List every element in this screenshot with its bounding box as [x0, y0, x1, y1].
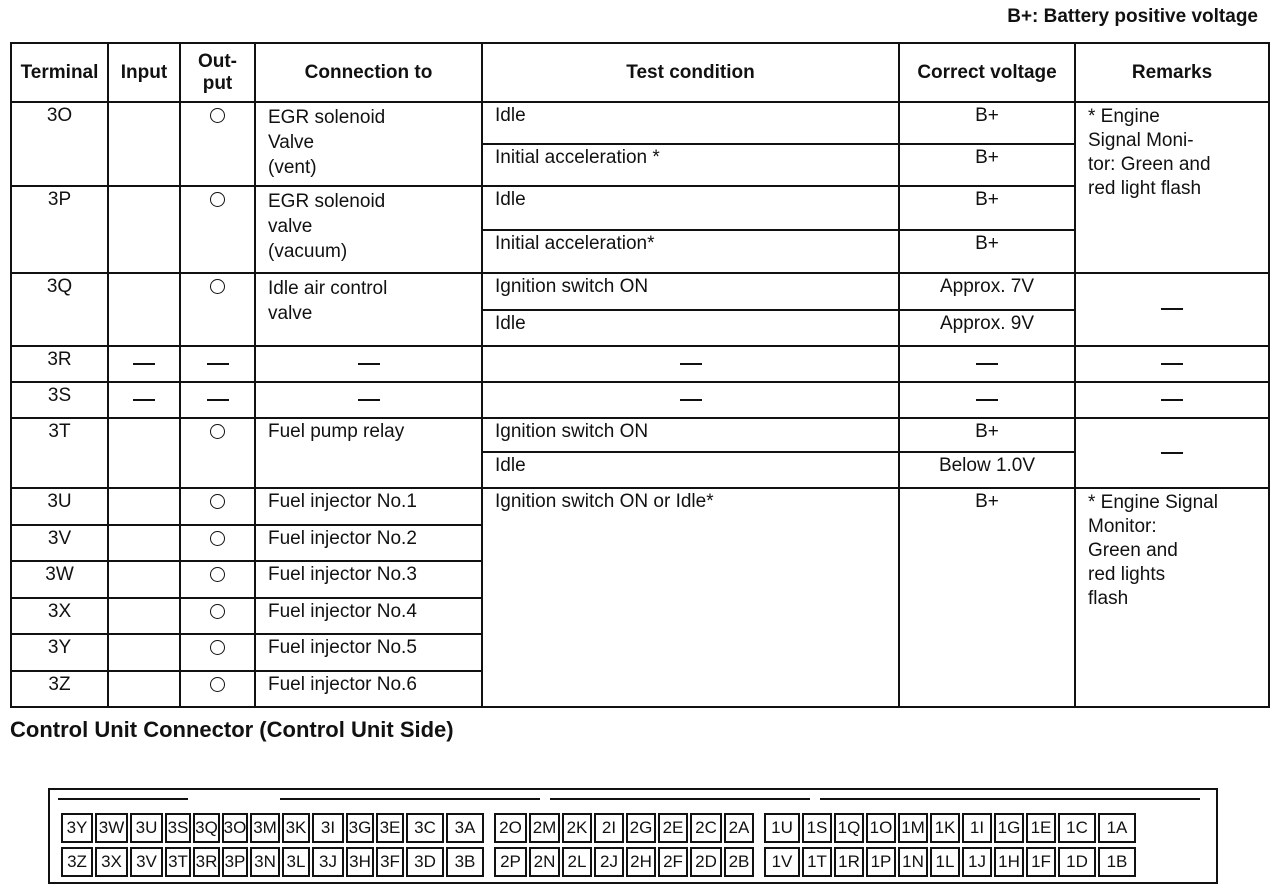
input-cell	[108, 382, 180, 418]
legend-note: B+: Battery positive voltage	[1007, 6, 1258, 27]
dash-mark	[358, 399, 380, 401]
condition-cell: Ignition switch ON	[482, 418, 899, 452]
terminal-table	[10, 42, 1270, 708]
header-output: Out- put	[180, 43, 255, 102]
dash-mark	[133, 399, 155, 401]
output-cell	[180, 418, 255, 488]
terminal-cell: 3W	[11, 561, 108, 598]
output-cell	[180, 102, 255, 186]
dash-mark	[680, 399, 702, 401]
voltage-cell: B+	[899, 144, 1075, 186]
connector-pin: 1K	[930, 813, 960, 843]
condition-cell: Idle	[482, 310, 899, 346]
connector-pin: 1S	[802, 813, 832, 843]
dash-mark	[133, 363, 155, 365]
connector-pin: 2I	[594, 813, 624, 843]
connector-pin-grid	[60, 812, 1137, 880]
table-row	[11, 102, 1269, 144]
connector-pin: 1B	[1098, 847, 1136, 877]
connection-cell	[255, 346, 482, 382]
connector-pin: 3O	[222, 813, 248, 843]
connector-pin: 3Z	[61, 847, 93, 877]
terminal-cell: 3Q	[11, 273, 108, 346]
connector-pin: 3W	[95, 813, 128, 843]
connector-pin: 1P	[866, 847, 896, 877]
input-cell	[108, 488, 180, 525]
voltage-cell: B+	[899, 230, 1075, 273]
table-row	[11, 418, 1269, 452]
condition-cell: Idle	[482, 102, 899, 144]
output-cell	[180, 186, 255, 273]
input-cell	[108, 102, 180, 186]
dash-mark	[207, 399, 229, 401]
remarks-cell	[1075, 418, 1269, 488]
dash-mark	[1161, 399, 1183, 401]
output-cell	[180, 488, 255, 525]
connector-pin: 3M	[250, 813, 280, 843]
output-circle-icon	[210, 677, 225, 692]
condition-cell	[482, 382, 899, 418]
connector-pin: 3I	[312, 813, 344, 843]
connector-pin-row	[60, 812, 1137, 846]
dash-mark	[1161, 452, 1183, 454]
connector-pin: 3R	[193, 847, 220, 877]
connector-pin: 2N	[529, 847, 560, 877]
connection-cell: Fuel injector No.4	[255, 598, 482, 634]
output-circle-icon	[210, 567, 225, 582]
terminal-cell: 3T	[11, 418, 108, 488]
header-terminal: Terminal	[11, 43, 108, 102]
table-header-row	[11, 43, 1269, 102]
connector-pin: 3U	[130, 813, 163, 843]
condition-cell: Idle	[482, 452, 899, 488]
dash-mark	[680, 363, 702, 365]
connector-pin: 1R	[834, 847, 864, 877]
output-cell	[180, 634, 255, 671]
connector-pin: 2P	[494, 847, 527, 877]
input-cell	[108, 561, 180, 598]
connector-pin: 2K	[562, 813, 592, 843]
voltage-cell: B+	[899, 186, 1075, 230]
connector-pin: 3C	[406, 813, 444, 843]
dash-mark	[976, 399, 998, 401]
connector-pin: 2D	[690, 847, 722, 877]
output-circle-icon	[210, 640, 225, 655]
connector-pin: 3N	[250, 847, 280, 877]
connector-pin: 3X	[95, 847, 128, 877]
dash-mark	[1161, 308, 1183, 310]
connector-pin: 3H	[346, 847, 374, 877]
voltage-cell	[899, 346, 1075, 382]
connector-pin: 3V	[130, 847, 163, 877]
condition-cell: Ignition switch ON or Idle*	[482, 488, 899, 707]
terminal-cell: 3O	[11, 102, 108, 186]
terminal-cell: 3V	[11, 525, 108, 561]
output-cell	[180, 598, 255, 634]
voltage-cell	[899, 382, 1075, 418]
output-cell	[180, 525, 255, 561]
input-cell	[108, 525, 180, 561]
terminal-cell: 3X	[11, 598, 108, 634]
output-cell	[180, 671, 255, 707]
connector-pin: 3G	[346, 813, 374, 843]
connector-pin: 3P	[222, 847, 248, 877]
connection-cell: Fuel injector No.6	[255, 671, 482, 707]
connector-pin: 1E	[1026, 813, 1056, 843]
input-cell	[108, 418, 180, 488]
dash-mark	[207, 363, 229, 365]
header-test-condition: Test condition	[482, 43, 899, 102]
connector-pin: 1C	[1058, 813, 1096, 843]
connector-pin: 3D	[406, 847, 444, 877]
connector-pin: 3B	[446, 847, 484, 877]
connector-heading: Control Unit Connector (Control Unit Side)	[10, 717, 454, 742]
connector-pin: 1L	[930, 847, 960, 877]
terminal-cell: 3U	[11, 488, 108, 525]
connector-pin: 3Y	[61, 813, 93, 843]
connector-diagram	[48, 788, 1218, 884]
connection-cell: EGR solenoid valve (vacuum)	[255, 186, 482, 273]
table-row	[11, 488, 1269, 525]
header-connection: Connection to	[255, 43, 482, 102]
connector-pin: 2H	[626, 847, 656, 877]
connector-pin: 1O	[866, 813, 896, 843]
header-correct-voltage: Correct voltage	[899, 43, 1075, 102]
connection-cell	[255, 382, 482, 418]
output-cell	[180, 382, 255, 418]
connector-pin: 1I	[962, 813, 992, 843]
connector-pin: 1G	[994, 813, 1024, 843]
input-cell	[108, 346, 180, 382]
connector-pin: 1N	[898, 847, 928, 877]
input-cell	[108, 671, 180, 707]
output-circle-icon	[210, 531, 225, 546]
connector-pin: 2M	[529, 813, 560, 843]
connector-pin: 2C	[690, 813, 722, 843]
connector-pin: 3A	[446, 813, 484, 843]
remarks-cell	[1075, 273, 1269, 346]
connector-pin: 1T	[802, 847, 832, 877]
connector-pin: 1Q	[834, 813, 864, 843]
connector-pin: 3Q	[193, 813, 220, 843]
connection-cell: Idle air control valve	[255, 273, 482, 346]
condition-cell: Ignition switch ON	[482, 273, 899, 310]
output-circle-icon	[210, 192, 225, 207]
terminal-cell: 3Y	[11, 634, 108, 671]
remarks-cell	[1075, 346, 1269, 382]
condition-cell	[482, 346, 899, 382]
connector-pin: 2B	[724, 847, 754, 877]
terminal-cell: 3R	[11, 346, 108, 382]
connection-cell: Fuel injector No.3	[255, 561, 482, 598]
connector-pin: 3L	[282, 847, 310, 877]
connection-cell: Fuel pump relay	[255, 418, 482, 488]
input-cell	[108, 634, 180, 671]
connector-pin: 2A	[724, 813, 754, 843]
remarks-cell: * Engine Signal Moni- tor: Green and red light flash	[1075, 102, 1269, 273]
connection-cell: EGR solenoid Valve (vent)	[255, 102, 482, 186]
connector-pin: 2F	[658, 847, 688, 877]
remarks-cell	[1075, 382, 1269, 418]
input-cell	[108, 273, 180, 346]
remarks-cell: * Engine Signal Monitor: Green and red lights flash	[1075, 488, 1269, 707]
connector-pin: 1F	[1026, 847, 1056, 877]
connector-pin: 2J	[594, 847, 624, 877]
terminal-cell: 3Z	[11, 671, 108, 707]
connector-pin-row	[60, 846, 1137, 880]
connector-pin: 1U	[764, 813, 800, 843]
output-circle-icon	[210, 604, 225, 619]
voltage-cell: B+	[899, 418, 1075, 452]
input-cell	[108, 186, 180, 273]
connector-latch-outline	[50, 790, 1216, 812]
connector-pin: 2G	[626, 813, 656, 843]
connector-pin: 2O	[494, 813, 527, 843]
output-cell	[180, 273, 255, 346]
voltage-cell: Below 1.0V	[899, 452, 1075, 488]
condition-cell: Initial acceleration*	[482, 230, 899, 273]
output-circle-icon	[210, 279, 225, 294]
output-cell	[180, 561, 255, 598]
connector-pin: 1M	[898, 813, 928, 843]
connector-pin: 1A	[1098, 813, 1136, 843]
table-row	[11, 346, 1269, 382]
connection-cell: Fuel injector No.1	[255, 488, 482, 525]
connector-pin: 3J	[312, 847, 344, 877]
header-remarks: Remarks	[1075, 43, 1269, 102]
voltage-cell: B+	[899, 488, 1075, 707]
dash-mark	[358, 363, 380, 365]
connector-pin: 1H	[994, 847, 1024, 877]
output-circle-icon	[210, 494, 225, 509]
connection-cell: Fuel injector No.2	[255, 525, 482, 561]
table-row	[11, 382, 1269, 418]
table-row	[11, 273, 1269, 310]
connector-pin: 1V	[764, 847, 800, 877]
dash-mark	[976, 363, 998, 365]
output-circle-icon	[210, 108, 225, 123]
connector-pin: 3F	[376, 847, 404, 877]
output-cell	[180, 346, 255, 382]
voltage-cell: Approx. 7V	[899, 273, 1075, 310]
condition-cell: Idle	[482, 186, 899, 230]
connector-pin: 2L	[562, 847, 592, 877]
connector-pin: 1J	[962, 847, 992, 877]
connector-pin: 3K	[282, 813, 310, 843]
connection-cell: Fuel injector No.5	[255, 634, 482, 671]
connector-pin: 3S	[165, 813, 191, 843]
voltage-cell: B+	[899, 102, 1075, 144]
terminal-cell: 3S	[11, 382, 108, 418]
voltage-cell: Approx. 9V	[899, 310, 1075, 346]
connector-pin: 2E	[658, 813, 688, 843]
connector-pin: 3E	[376, 813, 404, 843]
header-input: Input	[108, 43, 180, 102]
dash-mark	[1161, 363, 1183, 365]
output-circle-icon	[210, 424, 225, 439]
condition-cell: Initial acceleration *	[482, 144, 899, 186]
terminal-cell: 3P	[11, 186, 108, 273]
connector-pin: 3T	[165, 847, 191, 877]
connector-pin: 1D	[1058, 847, 1096, 877]
input-cell	[108, 598, 180, 634]
